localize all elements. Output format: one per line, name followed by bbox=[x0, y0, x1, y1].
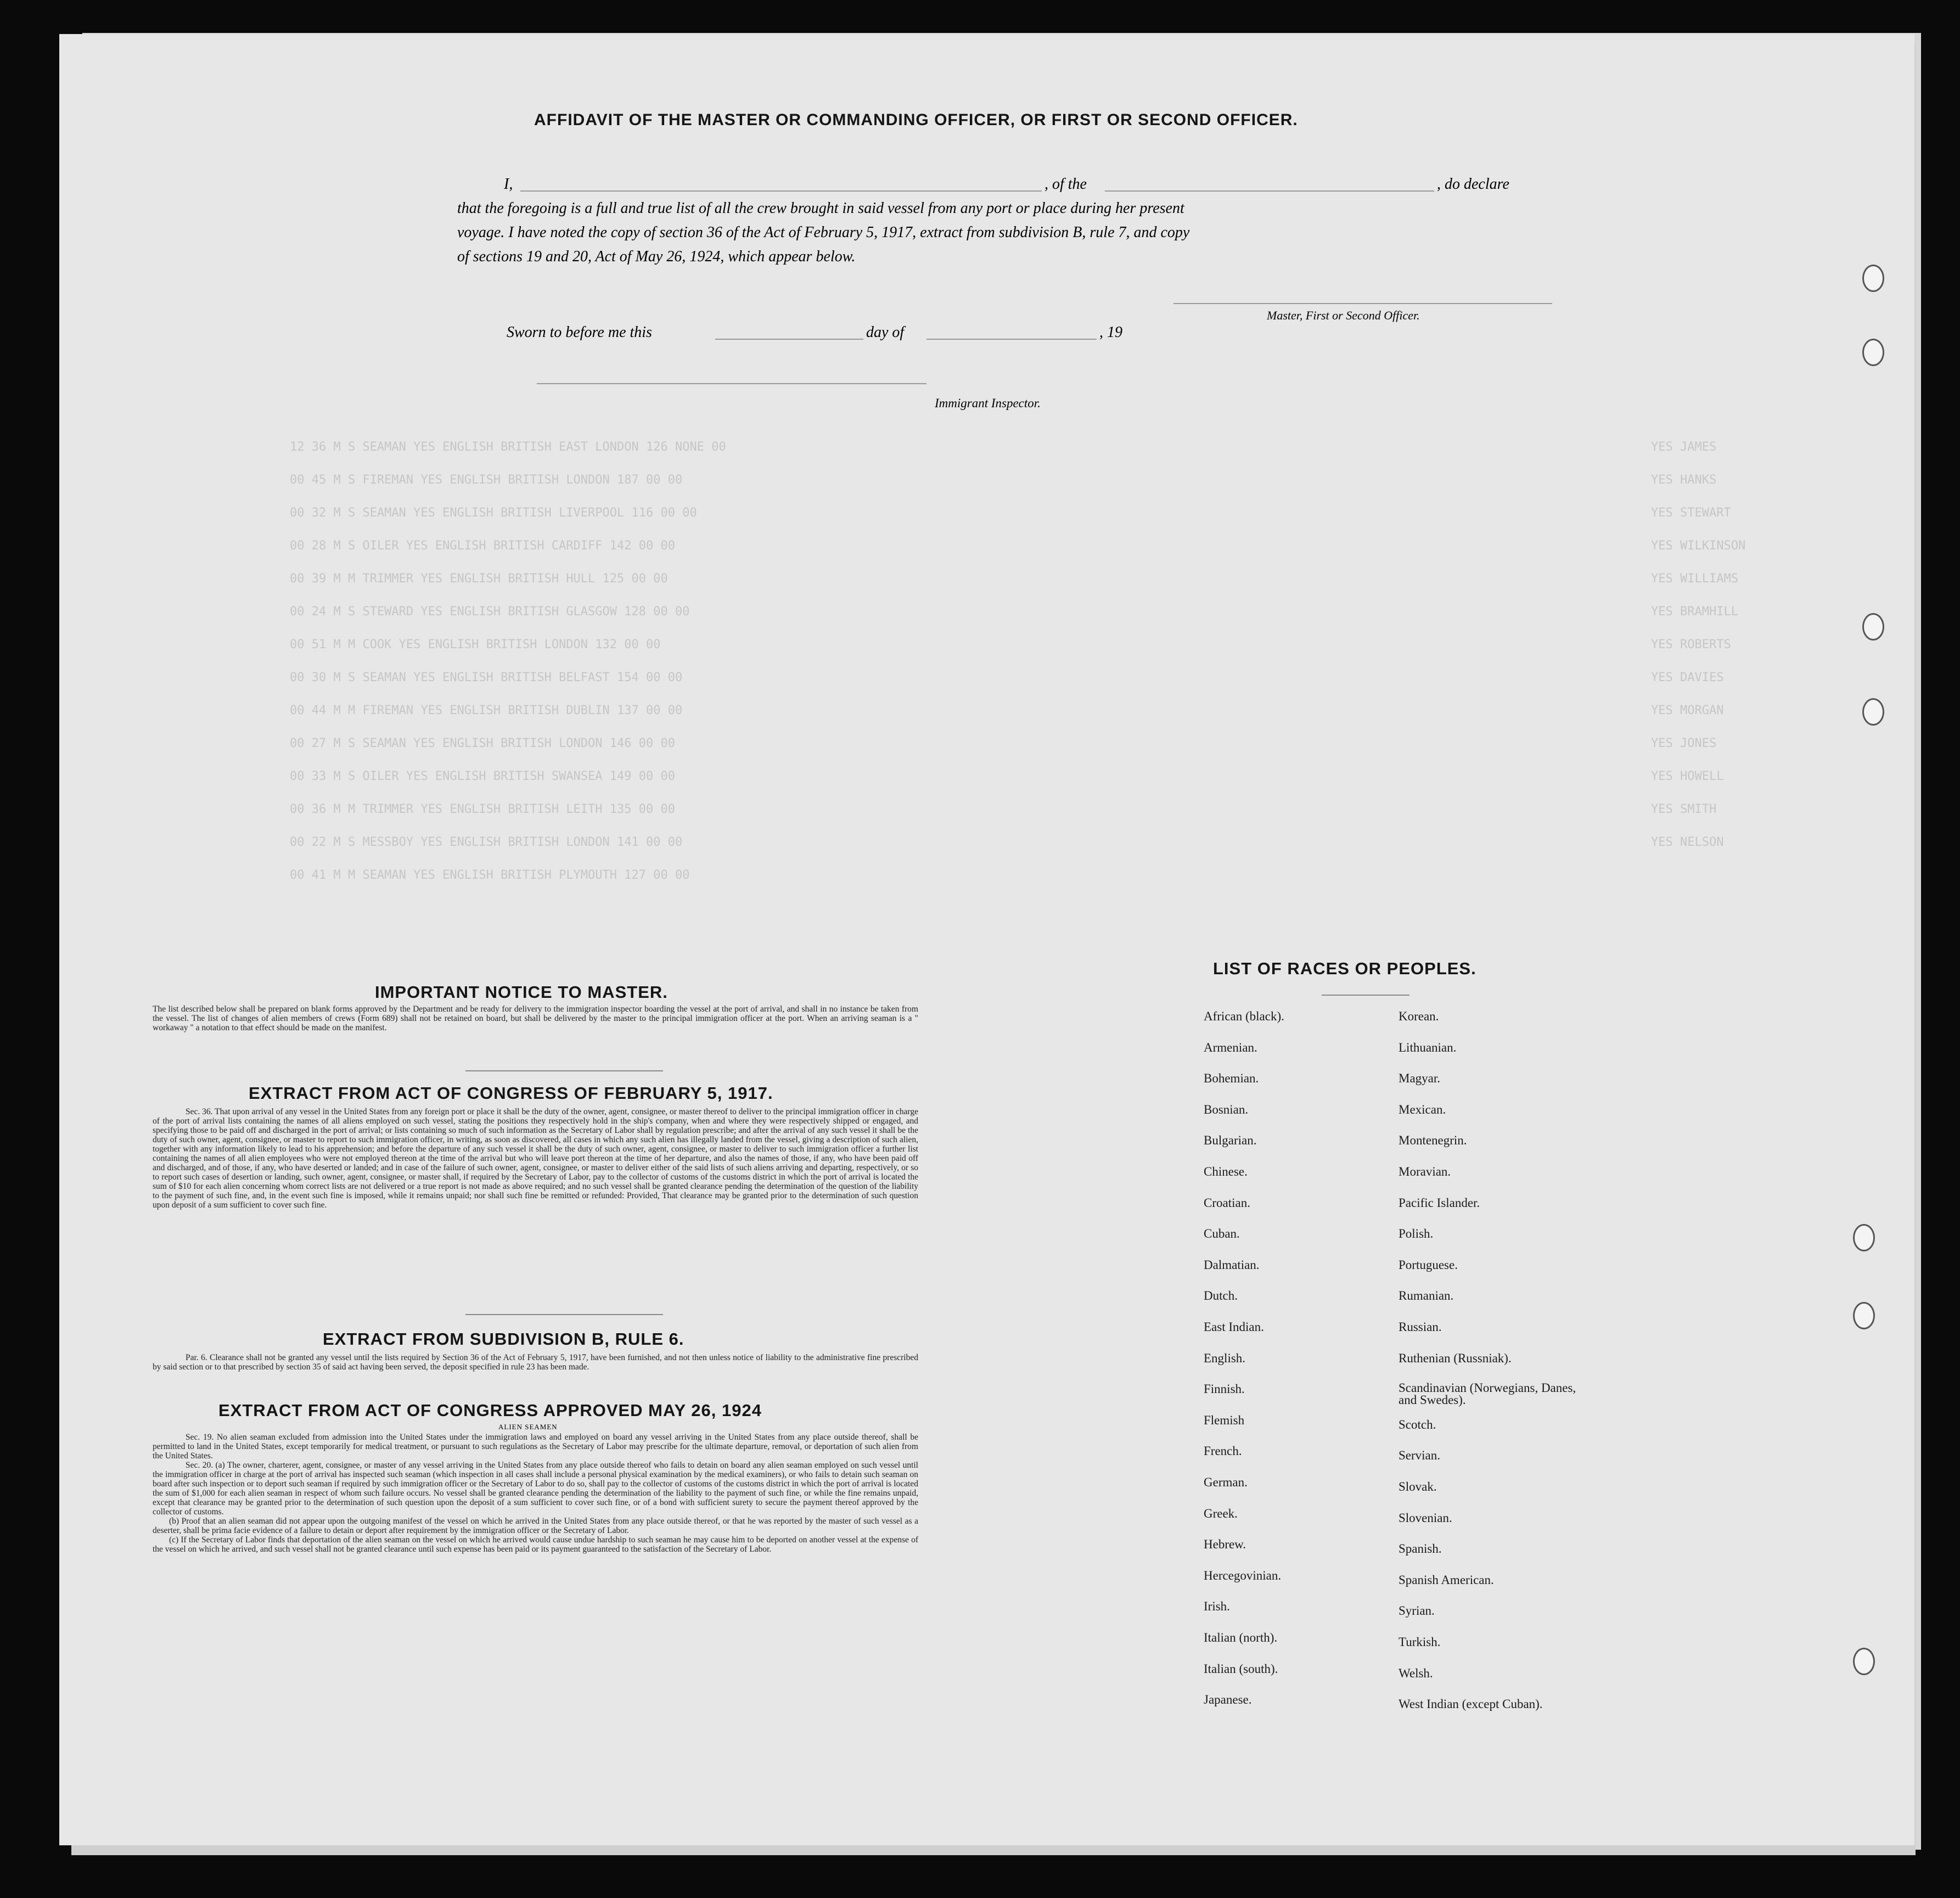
divider bbox=[1322, 995, 1409, 996]
punch-hole bbox=[1862, 265, 1884, 292]
race-item: Scotch. bbox=[1399, 1417, 1436, 1431]
affidavit-line-3: voyage. I have noted the copy of section 36 of the Act of February 5, 1917, extract from subdivision B, rule 7, and copy bbox=[457, 224, 1190, 241]
name-blank-line bbox=[520, 190, 1042, 192]
sec-20c-text: (c) If the Secretary of Labor finds that deportation of the alien seaman on the vessel on which he arrived would cause undue hardship to such seaman he may cause him to be deported on another vessel at the expense of the vessel on which he arrived, and such vessel shall not be granted clearance until such expense has been paid or its payment guaranteed to the satisfaction of the Secretary of Labor. bbox=[153, 1535, 918, 1554]
race-item: Flemish bbox=[1204, 1413, 1245, 1427]
extract-1924-text bbox=[153, 1433, 918, 1554]
race-item: Scandinavian (Norwegians, Danes, and Swedes). bbox=[1399, 1381, 1576, 1407]
race-item: Moravian. bbox=[1399, 1165, 1451, 1178]
race-item: Cuban. bbox=[1204, 1227, 1240, 1241]
extract-1917-text: Sec. 36. That upon arrival of any vessel in the United States from any foreign port or place it shall be the duty of the owner, agent, consignee, or master thereof to deliver to the principal immigration officer in charge of the port of arrival lists containing the names of all aliens employed on such vessel, stating the positions they respectively hold in the ship's company, when and where they were respectively shipped or engaged, and specifying those to be paid off and discharged in the port of arrival; or lists containing so much of such information as the Secretary of Labor shall by regulation prescribe; and after the arrival of any such vessel it shall be the duty of such owner, agent, consignee, or master to report to such immigration officer, in writing, as soon as discovered, all cases in which any such alien has illegally landed from the vessel, giving a description of such alien, together with any information likely to lead to his apprehension; and before the departure of any such vessel it shall be the duty of such owner, agent, consignee, or master to deliver to such immigration officer a further list containing the names of all alien employees who were not employed thereon at the time of the arrival but who will leave port thereon at the time of her departure, and also the names of those, if any, who have been paid off and discharged, and of those, if any, who have deserted or landed; and in case of the failure of such owner, agent, consignee, or master to deliver either of the said lists of such aliens arriving and departing, respectively, or so to report such cases of desertion or landing, such owner, agent, consignee, or master shall, if required by the Secretary of Labor, pay to the collector of customs of the customs district in which the port of arrival is located the sum of $10 for each alien concerning whom correct lists are not delivered or a true report is not made as above required; and no such vessel shall be granted clearance pending the determination of the question of the liability to the payment of such fine, and, in the event such fine is imposed, while it remains unpaid; nor shall such fine be remitted or refunded: Provided, That clearance may be granted prior to the determination of such question upon deposit of a sum sufficient to cover such fine. bbox=[153, 1107, 918, 1210]
inspector-label: Immigrant Inspector. bbox=[935, 396, 1041, 410]
rule6-title: EXTRACT FROM SUBDIVISION B, RULE 6. bbox=[323, 1329, 684, 1349]
race-item: Chinese. bbox=[1204, 1165, 1248, 1178]
day-of-label: day of bbox=[866, 324, 905, 341]
affidavit-i-label: I, bbox=[504, 176, 513, 193]
race-item: Armenian. bbox=[1204, 1040, 1257, 1054]
race-item: Turkish. bbox=[1399, 1635, 1441, 1649]
race-item: French. bbox=[1204, 1444, 1242, 1458]
race-item: Croatian. bbox=[1204, 1195, 1250, 1210]
punch-hole bbox=[1853, 1302, 1875, 1329]
race-item: Spanish. bbox=[1399, 1542, 1442, 1556]
race-item: Montenegrin. bbox=[1399, 1133, 1467, 1148]
race-item: Japanese. bbox=[1204, 1693, 1252, 1707]
race-item: Italian (south). bbox=[1204, 1661, 1278, 1676]
affidavit-of-the: , of the bbox=[1044, 176, 1087, 193]
race-item: African (black). bbox=[1204, 1009, 1284, 1023]
sec-20b-text: (b) Proof that an alien seaman did not appear upon the outgoing manifest of the vessel on which he arrived in the United States from any place outside thereof, or that he was reported by the master of such vessel as a deserter, shall be prima facie evidence of a failure to detain or deport after requirement by the immigration officer or the Secretary of Labor. bbox=[153, 1517, 918, 1535]
race-item: Hercegovinian. bbox=[1204, 1568, 1282, 1582]
race-item: Dutch. bbox=[1204, 1289, 1238, 1303]
race-item: Portuguese. bbox=[1399, 1257, 1458, 1272]
rule6-text: Par. 6. Clearance shall not be granted any vessel until the lists required by Section 36 of the Act of February 5, 1917, have been furnished, and not then unless notice of liability to the administrative fine prescribed by said section or to that prescribed by section 35 of said act having been served, the deposit specified in rule 23 has been made. bbox=[153, 1353, 918, 1372]
affidavit-line-2: that the foregoing is a full and true list of all the crew brought in said vessel from any port or place during her present bbox=[457, 200, 1184, 217]
race-item: Slovak. bbox=[1399, 1480, 1437, 1493]
race-item: Bohemian. bbox=[1204, 1071, 1259, 1086]
punch-hole bbox=[1853, 1224, 1875, 1251]
inspector-signature-line bbox=[537, 383, 926, 384]
master-signature-line bbox=[1173, 303, 1552, 304]
race-item: Ruthenian (Russniak). bbox=[1399, 1351, 1512, 1365]
race-item: West Indian (except Cuban). bbox=[1399, 1697, 1543, 1711]
punch-hole bbox=[1862, 613, 1884, 641]
affidavit-do-declare: , do declare bbox=[1437, 176, 1509, 193]
race-item: Polish. bbox=[1399, 1227, 1434, 1241]
race-item: German. bbox=[1204, 1475, 1248, 1489]
race-item: English. bbox=[1204, 1351, 1246, 1365]
race-item: Finnish. bbox=[1204, 1382, 1245, 1396]
race-item: Syrian. bbox=[1399, 1604, 1435, 1618]
sec-19-text: Sec. 19. No alien seaman excluded from admission into the United States under the immigration laws and employed on board any vessel arriving in the United States from any place outside thereof, shall be permitted to land in the United States, except temporarily for medical treatment, or pursuant to such regulations as the Secretary of Labor may prescribe for the ultimate departure, removal, or deportation of such alien from the United States. bbox=[153, 1433, 918, 1461]
alien-seamen-subtitle: ALIEN SEAMEN bbox=[498, 1423, 558, 1431]
notice-text: The list described below shall be prepared on blank forms approved by the Department and be ready for delivery to the immigration inspector boarding the vessel at the port of arrival, and shall in no instance be taken from the vessel. The list of changes of alien members of crews (Form 689) shall not be retained on board, but shall be delivered by the master to the principal immigration officer at the port. When an arriving seaman is a " workaway " a notation to that effect should be made on the manifest. bbox=[153, 1004, 918, 1032]
race-item: Bulgarian. bbox=[1204, 1133, 1257, 1148]
divider bbox=[465, 1314, 663, 1315]
vessel-blank-line bbox=[1105, 190, 1434, 192]
race-item: Korean. bbox=[1399, 1009, 1439, 1023]
race-item: Magyar. bbox=[1399, 1071, 1441, 1086]
race-item: Dalmatian. bbox=[1204, 1257, 1260, 1272]
race-item: Lithuanian. bbox=[1399, 1040, 1457, 1054]
race-item: Bosnian. bbox=[1204, 1102, 1249, 1116]
document-page: 12 36 M S SEAMAN YES ENGLISH BRITISH EAST LONDON 126 NONE 00 00 45 M S FIREMAN YES ENGLISH BRITISH LONDON 187 00 00 00 32 M S SEAMAN YES ENGLISH BRITISH LIVERPOOL 116 00 00 00 28 M S OILER YES ENGLISH BRITISH CARDIFF 142 00 00 00 39 M M TRIMMER YES ENGLISH BRITISH HULL 125 00 00 00 24 M S STEWARD YES ENGLISH BRITISH GLASGOW 128 00 00 00 51 M M COOK YES ENGLISH BRITISH LONDON 132 00 00 00 30 M S SEAMAN YES ENGLISH BRITISH BELFAST 154 00 00 00 44 M M FIREMAN YES ENGLISH BRITISH DUBLIN 137 00 00 00 27 M S SEAMAN YES ENGLISH BRITISH LONDON 146 00 00 00 33 M S OILER YES ENGLISH BRITISH SWANSEA 149 00 00 00 36 M M TRIMMER YES ENGLISH BRITISH LEITH 135 00 00 00 22 M S MESSBOY YES ENGLISH BRITISH LONDON 141 00 00 00 41 M M SEAMAN YES ENGLISH BRITISH PLYMOUTH 127 00 00 YES JAMES YES HANKS YES STEWART YES WILKINSON YES WILLIAMS YES BRAMHILL YES ROBERTS YES DAVIES YES MORGAN YES JONES YES HOWELL YES SMITH YES NELSON AFFIDAVIT OF THE MASTER OR COMMANDING OFFICER, OR FIRST OR SECOND OFFICER. I, , of the , do declare that the foregoing is a full and true list of all the crew brought in said vessel from any port or place during her present voyage. I have noted the copy of section 36 of the Act of February 5, 1917, extract from subdivision B, rule 7, and copy of sections 19 and 20, Act of May 26, 1924, which appear below. Master, First or Second Officer. Sworn to before me this day of , 19 Immigrant Inspector. IMPORTANT NOTICE TO MASTER. The list described below shall be prepared on blank forms approved by the Department and be ready for delivery to the immigration inspector boarding the vessel at the port of arrival, and shall in no instance be taken from the vessel. The list of changes of alien members of crews (Form 689) shall not be retained on board, but shall be delivered by the master to the principal immigration officer at the port. When an arriving seaman is a " workaway " a notation to that effect should be made on the manifest. EXTRACT FROM ACT OF CONGRESS OF FEBRUARY 5, 1917. Sec. 36. That upon arrival of any vessel in the United States from any foreign port or place it shall be the duty of the owner, agent, consignee, or master thereof to deliver to the principal immigration officer in charge of the port of arrival lists containing the names of all aliens employed on such vessel, stating the positions they respectively hold in the ship's company, when and where they were respectively shipped or engaged, and specifying those to be paid off and discharged in the port of arrival; or lists containing so much of such information as the Secretary of Labor shall by regulation prescribe; and after the arrival of any such vessel it shall be the duty of such owner, agent, consignee, or master to report to such immigration officer, in writing, as soon as discovered, all cases in which any such alien has illegally landed from the vessel, giving a description of such alien, together with any information likely to lead to his apprehension; and before the departure of any such vessel it shall be the duty of such owner, agent, consignee, or master to deliver to such immigration officer a further list containing the names of all alien employees who were not employed thereon at the time of the arrival but who will leave port thereon at the time of her departure, and also the names of those, if any, who have been paid off and discharged, and of those, if any, who have deserted or landed; and in case of the failure of such owner, agent, consignee, or master to deliver either of the said lists of such aliens arriving and departing, respectively, or so to report such cases of desertion or landing, such owner, agent, consignee, or master shall, if required by the Secretary of Labor, pay to the collector of customs of the customs district in which the port of arrival is located the sum of $10 for each alien concerning whom correct lists are not delivered or a true report is not made as above required; and no such vessel shall be granted clearance pending the determination of the question of the liability to the payment of such fine, and, in the event such fine is imposed, while it remains unpaid; nor shall such fine be remitted or refunded: Provided, That clearance may be granted prior to the determination of such question upon deposit of a sum sufficient to cover such fine. EXTRACT FROM SUBDIVISION B, RULE 6. Par. 6. Clearance shall not be granted any vessel until the lists required by Section 36 of the Act of February 5, 1917, have been furnished, and not then unless notice of liability to the administrative fine prescribed by said section or to that prescribed by section 35 of said act having been served, the deposit specified in rule 23 has been made. EXTRACT FROM ACT OF CONGRESS APPROVED MAY 26, 1924 ALIEN SEAMEN Sec. 19. No alien seaman excluded from admission into the United States under the immigration laws and employed on board any vessel arriving in the United States from any place outside thereof, shall be permitted to land in the United States, except temporarily for medical treatment, or pursuant to such regulations as the Secretary of Labor may prescribe for the ultimate departure, removal, or deportation of such alien from the United States. Sec. 20. (a) The owner, charterer, agent, consignee, or master of any vessel arriving in the United States from any place outside thereof who fails to detain on board any alien seaman employed on such vessel until the immigration officer in charge at the port of arrival has inspected such seaman (which inspection in all cases shall include a personal physical examination by the medical examiners), or who fails to detain such seaman on board after such inspection or to deport such seaman if required by such immigration officer or the Secretary of Labor to do so, shall pay to the collector of customs of the customs district in which the port of arrival is located the sum of $1,000 for each alien seaman in respect of whom such failure occurs. No vessel shall be granted clearance pending the determination of the liability to the payment of such fine, or while the fine remains unpaid, except that clearance may be granted prior to the determination of such question upon the deposit of a sum sufficient to cover such fine, or of a bond with sufficient surety to secure the payment thereof approved by the collector of customs. (b) Proof that an alien seaman did not appear upon the outgoing manifest of the vessel on which he arrived in the United States from any place outside thereof, or that he was reported by the master of such vessel as a deserter, shall be prima facie evidence of a failure to detain or deport after requirement by the immigration officer or the Secretary of Labor. (c) If the Secretary of Labor finds that deportation of the alien seaman on the vessel on which he arrived would cause undue hardship to such seaman he may cause him to be deported on another vessel at the expense of the vessel on which he arrived, and such vessel shall not be granted clearance until such expense has been paid or its payment guaranteed to the satisfaction of the Secretary of Labor. LIST OF RACES OR PEOPLES. African (black). Armenian. Bohemian. Bosnian. Bulgarian. Chinese. Croatian. Cuban. Dalmatian. Dutch. East Indian. English. Finnish. Flemish French. German. Greek. Hebrew. Hercegovinian. Irish. Italian (north). Italian (south). Japanese. Korean. Lithuanian. Magyar. Mexican. Montenegrin. Moravian. Pacific Islander. Polish. Portuguese. Rumanian. Russian. Ruthenian (Russniak). Scandinavian (Norwegians, Danes, and Swedes). Scotch. Servian. Slovak. Slovenian. Spanish. Spanish American. Syrian. Turkish. Welsh. West Indian (except Cuban). bbox=[59, 34, 1914, 1845]
race-item: East Indian. bbox=[1204, 1320, 1264, 1334]
race-item: Servian. bbox=[1399, 1448, 1441, 1463]
race-item: Spanish American. bbox=[1399, 1573, 1494, 1587]
race-item: Greek. bbox=[1204, 1506, 1238, 1520]
races-title: LIST OF RACES OR PEOPLES. bbox=[1213, 959, 1476, 978]
punch-hole bbox=[1862, 339, 1884, 366]
divider bbox=[465, 1070, 663, 1071]
race-item: Slovenian. bbox=[1399, 1510, 1452, 1525]
sworn-label: Sworn to before me this bbox=[507, 324, 652, 341]
affidavit-title: AFFIDAVIT OF THE MASTER OR COMMANDING OFFICER, OR FIRST OR SECOND OFFICER. bbox=[534, 111, 1298, 129]
race-item: Welsh. bbox=[1399, 1666, 1433, 1680]
race-item: Mexican. bbox=[1399, 1102, 1446, 1116]
affidavit-line-4: of sections 19 and 20, Act of May 26, 1924, which appear below. bbox=[457, 248, 856, 265]
race-item: Hebrew. bbox=[1204, 1537, 1246, 1552]
month-blank-line bbox=[926, 339, 1097, 340]
race-item: Pacific Islander. bbox=[1399, 1195, 1480, 1210]
notice-title: IMPORTANT NOTICE TO MASTER. bbox=[375, 982, 668, 1002]
day-blank-line bbox=[715, 339, 863, 340]
race-item: Rumanian. bbox=[1399, 1289, 1454, 1303]
year-label: , 19 bbox=[1099, 324, 1122, 341]
punch-hole bbox=[1862, 698, 1884, 726]
race-item: Italian (north). bbox=[1204, 1631, 1278, 1644]
master-signature-label: Master, First or Second Officer. bbox=[1267, 308, 1420, 322]
extract-1924-title: EXTRACT FROM ACT OF CONGRESS APPROVED MAY 26, 1924 bbox=[218, 1401, 762, 1420]
race-item: Irish. bbox=[1204, 1599, 1230, 1614]
race-item: Russian. bbox=[1399, 1320, 1442, 1334]
punch-hole bbox=[1853, 1648, 1875, 1675]
sec-20a-text: Sec. 20. (a) The owner, charterer, agent, consignee, or master of any vessel arriving in the United States from any place outside thereof who fails to detain on board any alien seaman employed on such vessel until the immigration officer in charge at the port of arrival has inspected such seaman (which inspection in all cases shall include a personal physical examination by the medical examiners), or who fails to detain such seaman on board after such inspection or to deport such seaman if required by such immigration officer or the Secretary of Labor to do so, shall pay to the collector of customs of the customs district in which the port of arrival is located the sum of $1,000 for each alien seaman in respect of whom such failure occurs. No vessel shall be granted clearance pending the determination of the liability to the payment of such fine, or while the fine remains unpaid, except that clearance may be granted prior to the determination of such question upon the deposit of a sum sufficient to cover such fine, or of a bond with sufficient surety to secure the payment thereof approved by the collector of customs. bbox=[153, 1461, 918, 1517]
extract-1917-title: EXTRACT FROM ACT OF CONGRESS OF FEBRUARY 5, 1917. bbox=[249, 1083, 773, 1103]
